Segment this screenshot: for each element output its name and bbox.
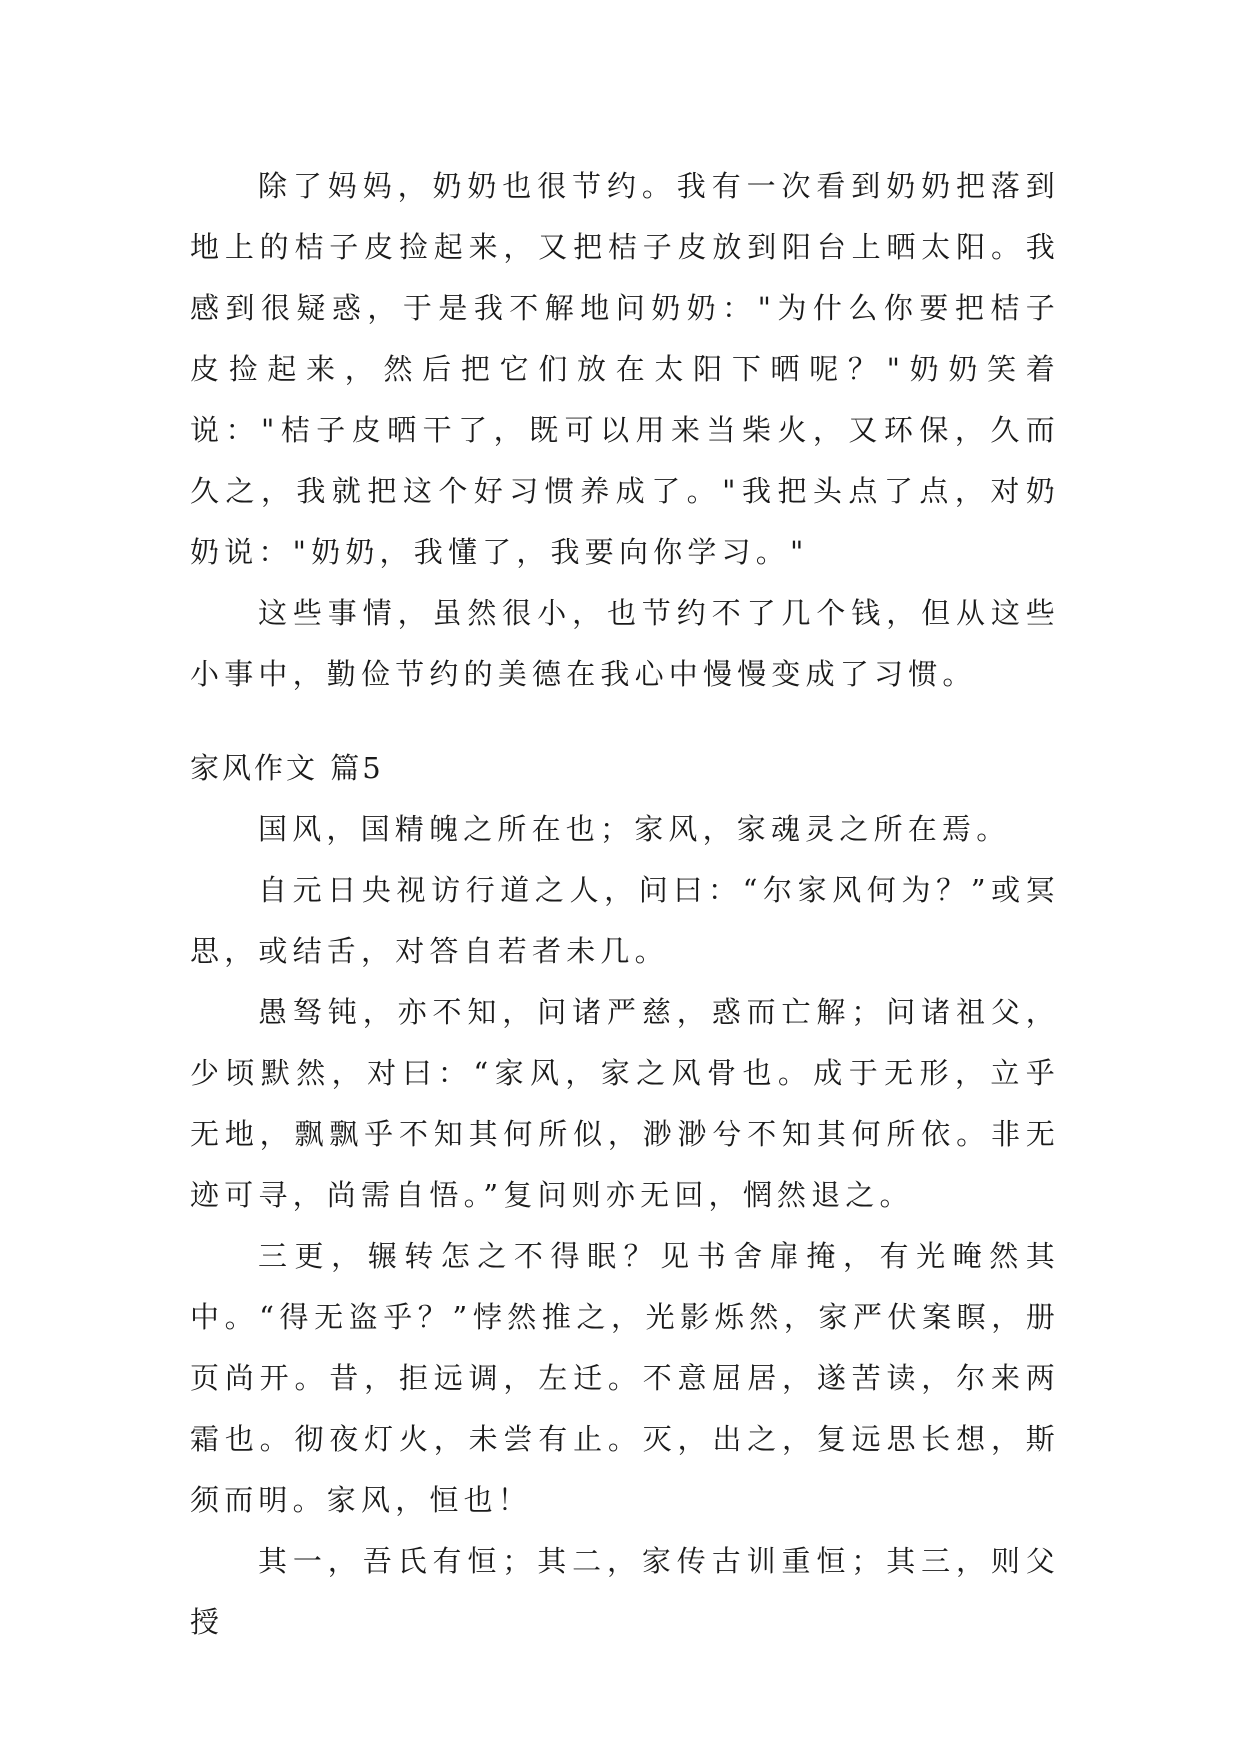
paragraph: 除了妈妈，奶奶也很节约。我有一次看到奶奶把落到地上的桔子皮捡起来，又把桔子皮放到阳台上晒太阳。我感到很疑惑，于是我不解地问奶奶："为什么你要把桔子皮捡起来，然后把它们放在太阳下晒呢？"奶奶笑着说："桔子皮晒干了，既可以用来当柴火，又环保，久而久之，我就把这个好习惯养成了。"我把头点了点，对奶奶说："奶奶，我懂了，我要向你学习。" [190,169,1060,569]
paragraph: 这些事情，虽然很小，也节约不了几个钱，但从这些小事中，勤俭节约的美德在我心中慢慢变成了习惯。 [190,596,1060,691]
essay-section-previous [190,156,1060,705]
section-heading: 家风作文 篇5 [190,751,384,785]
paragraph: 其一，吾氏有恒；其二，家传古训重恒；其三，则父授 [190,1544,1060,1639]
paragraph: 自元日央视访行道之人，问曰：“尔家风何为？”或冥思，或结舌，对答自若者未几。 [190,873,1060,968]
paragraph: 国风，国精魄之所在也；家风，家魂灵之所在焉。 [258,812,1011,846]
essay-section-5 [190,799,1060,1653]
paragraph: 愚驽钝，亦不知，问诸严慈，惑而亡解；问诸祖父，少顷默然，对曰：“家风，家之风骨也。成于无形，立乎无地，飘飘乎不知其何所似，渺渺兮不知其何所依。非无迹可寻，尚需自悟。”复问则亦无回，惘然退之。 [190,995,1060,1212]
paragraph: 三更，辗转怎之不得眠？见书舍扉掩，有光晻然其中。“得无盗乎？”悖然推之，光影烁然，家严伏案瞑，册页尚开。昔，拒远调，左迁。不意屈居，遂苦读，尔来两霜也。彻夜灯火，未尝有止。灭，出之，复远思长想，斯须而明。家风，恒也！ [190,1239,1060,1517]
